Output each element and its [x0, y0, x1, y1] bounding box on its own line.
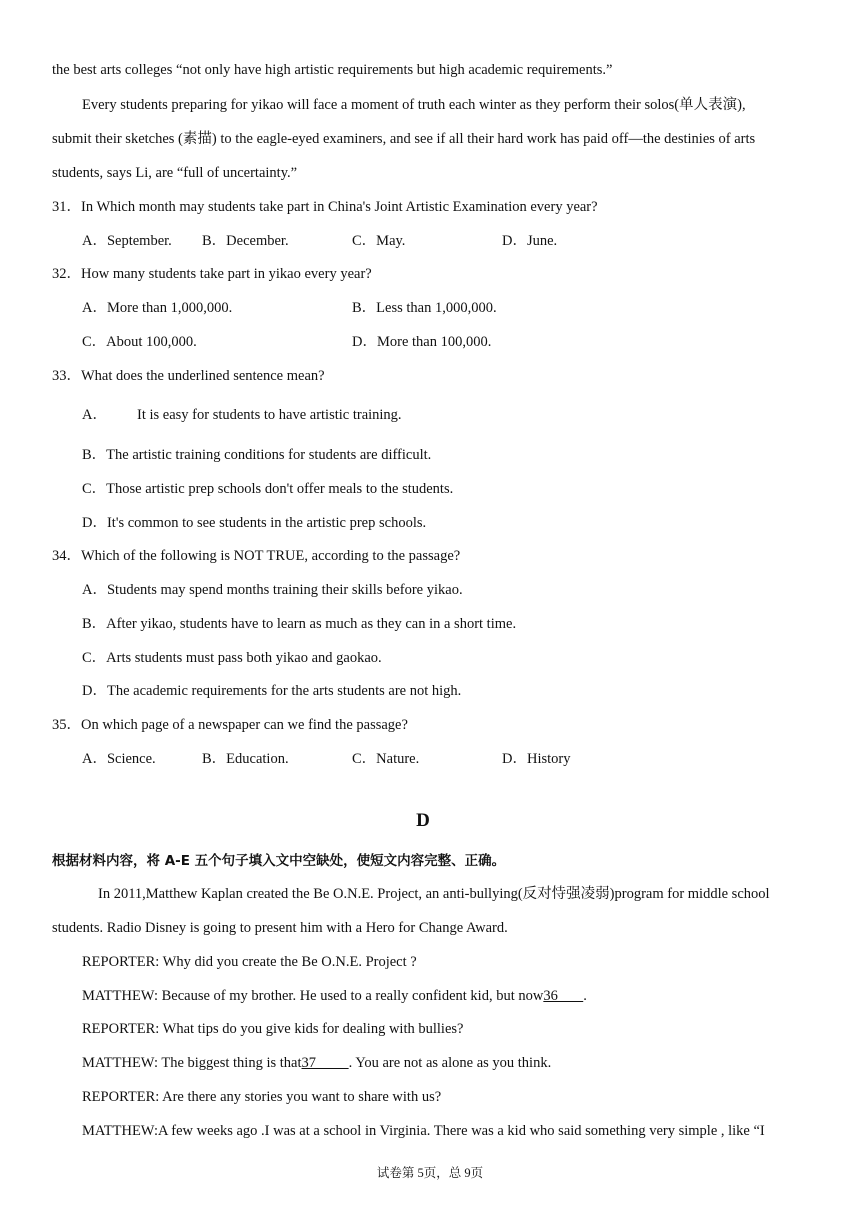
dialogue-text: MATTHEW: Because of my brother. He used to a really confident kid, but now: [82, 988, 544, 1004]
blank-37[interactable]: 37: [301, 1055, 349, 1071]
answer-option[interactable]: C．Arts students must pass both yikao and gaokao.: [82, 650, 382, 666]
dialogue-text: . You are not as alone as you think.: [348, 1055, 552, 1071]
dialogue-text: .: [583, 988, 587, 1004]
question-stem: 33．What does the underlined sentence mean?: [52, 368, 325, 384]
blank-36[interactable]: 36: [543, 988, 584, 1004]
answer-option[interactable]: D．History: [502, 751, 571, 767]
answer-option[interactable]: C．Those artistic prep schools don't offer meals to the students.: [82, 481, 454, 497]
answer-option[interactable]: D．It's common to see students in the artistic prep schools.: [82, 515, 427, 531]
dialogue-line: REPORTER: What tips do you give kids for dealing with bullies?: [82, 1021, 464, 1037]
page-footer: 试卷第 5页，总 9页: [376, 1166, 484, 1180]
answer-option[interactable]: B．After yikao, students have to learn as much as they can in a short time.: [82, 616, 517, 632]
answer-option[interactable]: C．May.: [352, 233, 406, 249]
dialogue-text: MATTHEW: The biggest thing is that: [82, 1055, 302, 1071]
answer-option[interactable]: C．About 100,000.: [82, 334, 197, 350]
dialogue-line: [82, 1053, 551, 1073]
answer-option[interactable]: B．December.: [202, 233, 289, 249]
passage-line: submit their sketches (素描) to the eagle-eyed examiners, and see if all their hard work has paid off—the destinies of arts: [52, 131, 756, 147]
answer-option[interactable]: B．The artistic training conditions for students are difficult.: [82, 447, 432, 463]
section-title: D: [416, 810, 430, 831]
answer-option[interactable]: B．Less than 1,000,000.: [352, 300, 497, 316]
answer-option[interactable]: C．Nature.: [352, 751, 420, 767]
question-stem: 35．On which page of a newspaper can we find the passage?: [52, 717, 408, 733]
passage-line: Every students preparing for yikao will face a moment of truth each winter as they perform their solos(单人表演),: [82, 97, 746, 113]
dialogue-line: MATTHEW:A few weeks ago .I was at a school in Virginia. There was a kid who said something very simple , like “I: [82, 1123, 765, 1139]
answer-option[interactable]: A．Students may spend months training their skills before yikao.: [82, 582, 463, 598]
answer-option[interactable]: D．June.: [502, 233, 558, 249]
dialogue-line: REPORTER: Are there any stories you want to share with us?: [82, 1089, 442, 1105]
dialogue-line: [82, 986, 587, 1006]
answer-option[interactable]: A．Science.: [82, 751, 156, 767]
answer-option[interactable]: D．The academic requirements for the arts students are not high.: [82, 683, 462, 699]
passage-line: students, says Li, are “full of uncertainty.”: [52, 165, 298, 181]
dialogue-line: REPORTER: Why did you create the Be O.N.E. Project ?: [82, 954, 417, 970]
answer-option[interactable]: D．More than 100,000.: [352, 334, 492, 350]
answer-option[interactable]: B．Education.: [202, 751, 289, 767]
intro-line: students. Radio Disney is going to present him with a Hero for Change Award.: [52, 920, 508, 936]
answer-option-text[interactable]: It is easy for students to have artistic training.: [137, 407, 402, 423]
answer-option-letter[interactable]: A．: [82, 407, 107, 423]
question-stem: 31．In Which month may students take part in China's Joint Artistic Examination every year?: [52, 199, 598, 215]
passage-line: the best arts colleges “not only have high artistic requirements but high academic requirements.”: [52, 62, 613, 78]
intro-line: In 2011,Matthew Kaplan created the Be O.N.E. Project, an anti-bullying(反对恃强凌弱)program for middle school: [98, 886, 770, 902]
question-stem: 34．Which of the following is NOT TRUE, according to the passage?: [52, 548, 461, 564]
answer-option[interactable]: A．September.: [82, 233, 172, 249]
section-instruction: 根据材料内容，将 A-E 五个句子填入文中空缺处，使短文内容完整、正确。: [52, 853, 506, 869]
question-stem: 32．How many students take part in yikao every year?: [52, 266, 372, 282]
answer-option[interactable]: A．More than 1,000,000.: [82, 300, 233, 316]
